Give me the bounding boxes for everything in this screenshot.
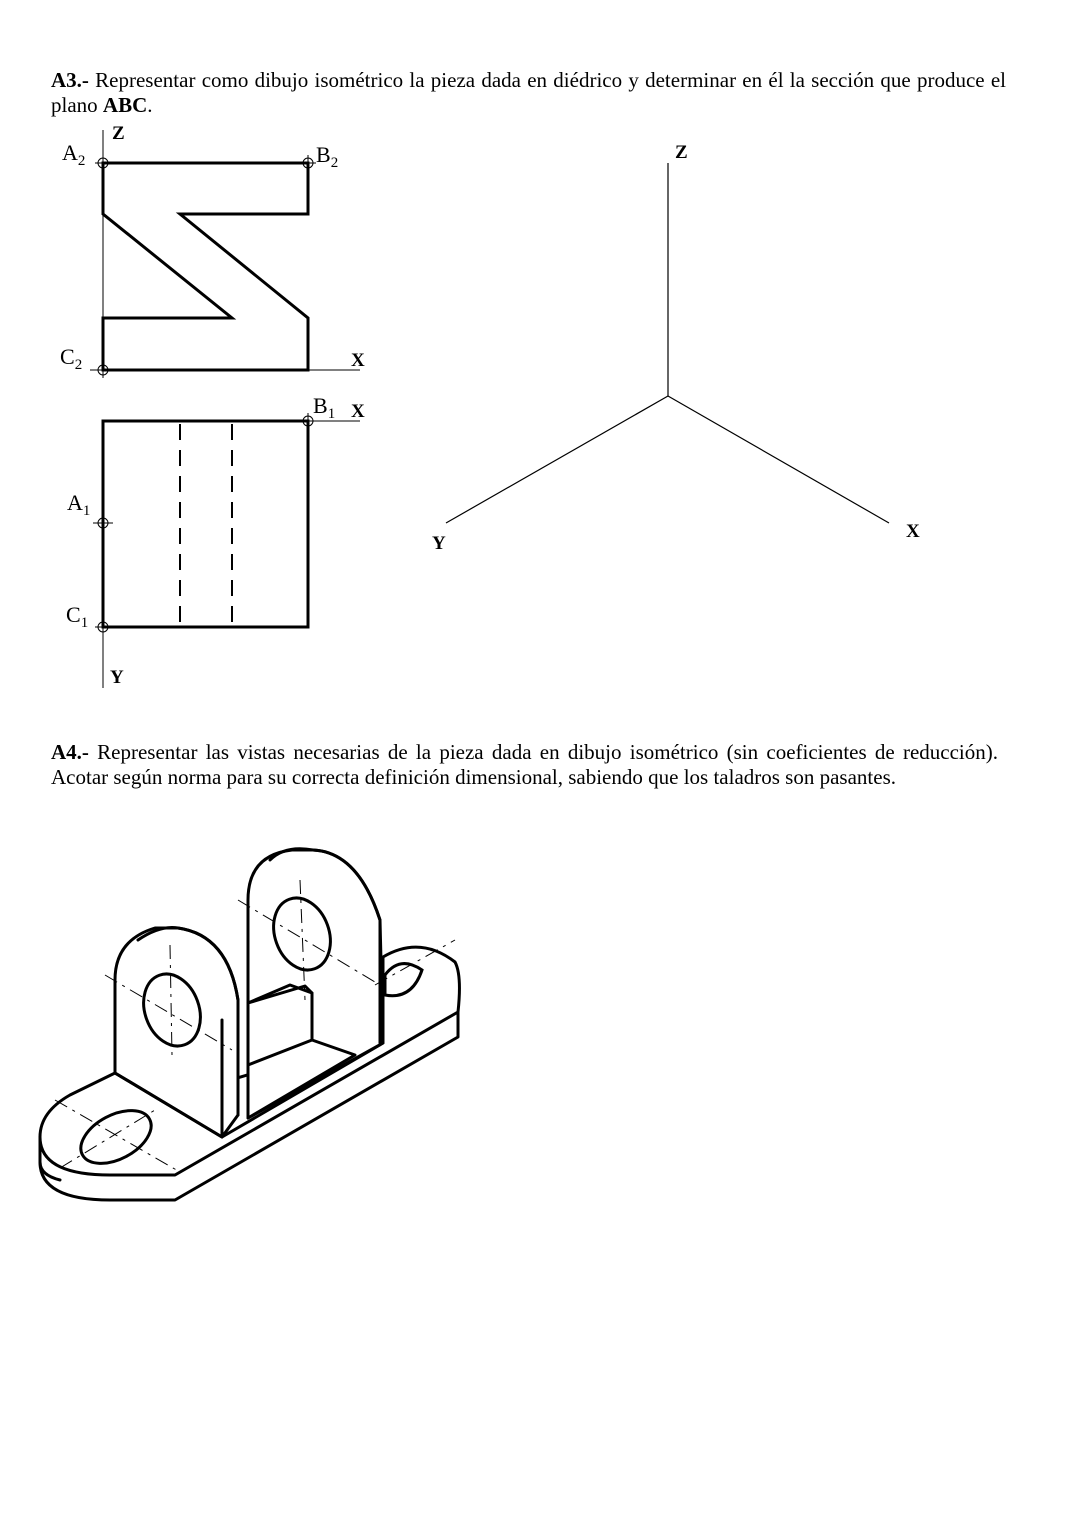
elevation-z-label: Z [112, 123, 125, 144]
point-a2-label: $A_2$ [62, 140, 86, 169]
iso-z-label: Z [675, 142, 688, 163]
exercise-a3-text: Representar como dibujo isométrico la pieza dada en diédrico y determinar en él la sección que produce el plano [51, 68, 1006, 117]
point-c1-label: $C_1$ [66, 602, 89, 631]
elevation-x-label: X [351, 350, 365, 371]
exercise-a3-id: A3.- [51, 68, 89, 92]
exercise-a4-text: Representar las vistas necesarias de la pieza dada en dibujo isométrico (sin coeficientes de reducción). Acotar según norma para su correcta definición dimensional, sabiendo que los taladros son pasantes. [51, 740, 998, 789]
plan-y-label: Y [110, 667, 124, 688]
exercise-a4-id: A4.- [51, 740, 89, 764]
iso-x-label: X [906, 521, 920, 542]
point-a1-label: $A_1$ [67, 490, 91, 519]
point-b1-label: $B_1$ [313, 393, 336, 422]
plane-abc-label: ABC [102, 92, 148, 117]
plan-x-label: X [351, 401, 365, 422]
point-b2-label: $B_2$ [316, 142, 339, 171]
exercise-a3-text-end: . [147, 92, 153, 117]
point-c2-label: $C_2$ [60, 344, 83, 373]
iso-y-label: Y [432, 533, 446, 554]
